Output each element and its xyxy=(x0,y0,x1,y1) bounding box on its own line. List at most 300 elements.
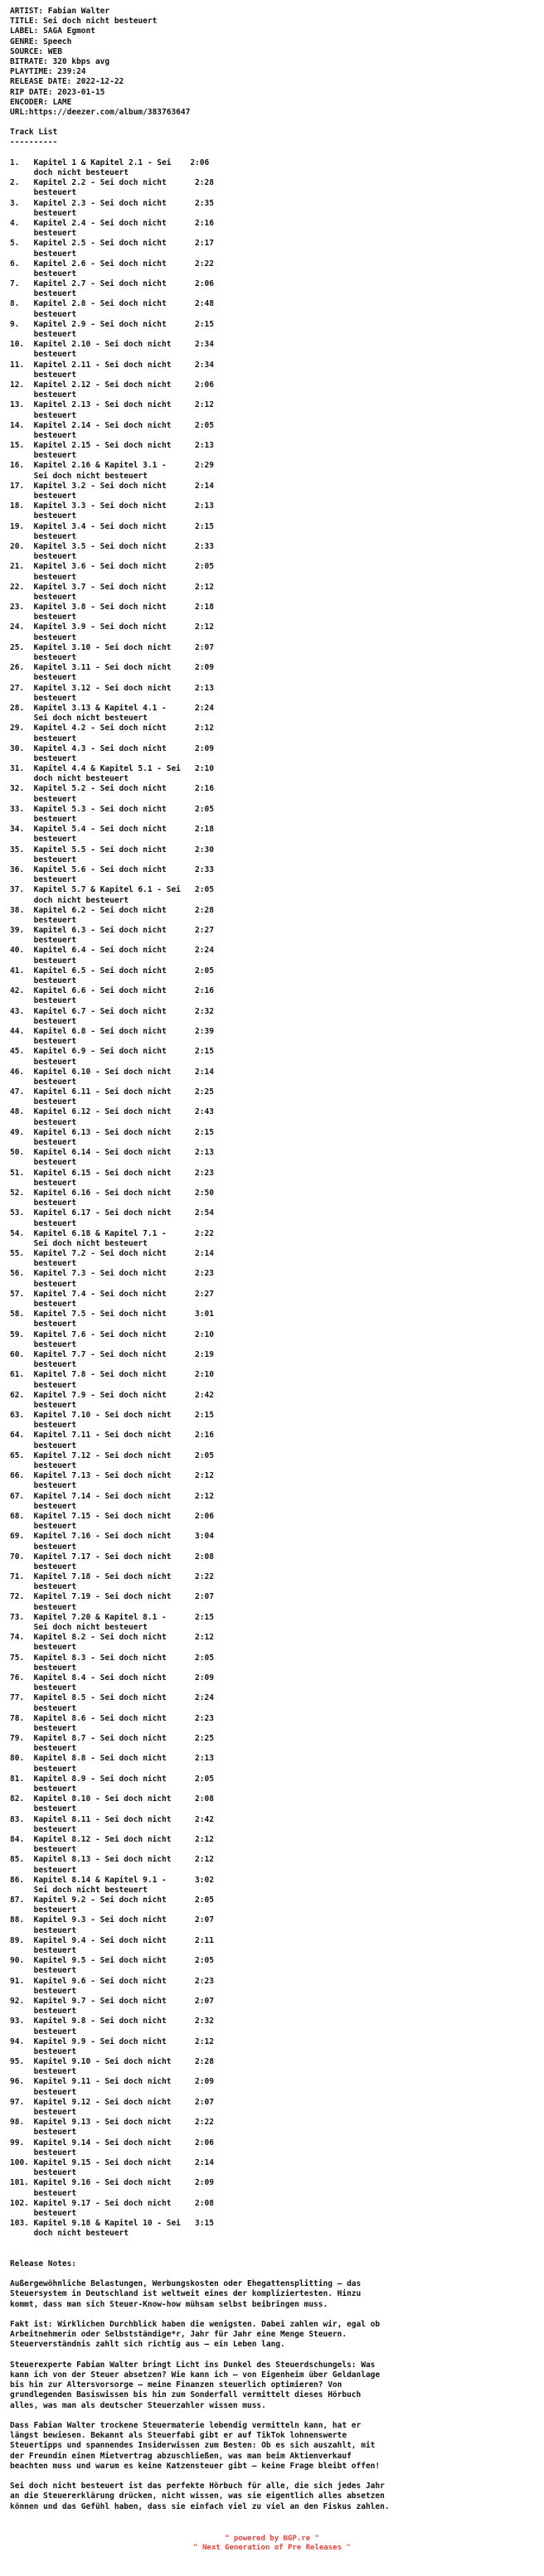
track-title-continuation: besteuert xyxy=(10,1198,77,1208)
track-title-line: 45. Kapitel 6.9 - Sei doch nicht 2:15 xyxy=(10,1047,214,1057)
track-title-continuation: besteuert xyxy=(10,2087,77,2097)
label-line: LABEL: SAGA Egmont xyxy=(10,27,95,36)
spacer xyxy=(10,2249,534,2259)
track-title-line: 83. Kapitel 8.11 - Sei doch nicht 2:42 xyxy=(10,1814,214,1824)
track-title-line: 51. Kapitel 6.15 - Sei doch nicht 2:23 xyxy=(10,1168,214,1178)
track-title-line: 58. Kapitel 7.5 - Sei doch nicht 3:01 xyxy=(10,1310,214,1319)
track-title-continuation: besteuert xyxy=(10,693,77,703)
track-title-continuation: besteuert xyxy=(10,753,77,763)
track-row xyxy=(10,1068,534,1087)
footer-tagline: " Next Generation of Pre Releases " xyxy=(193,2544,351,2552)
track-title-line: 44. Kapitel 6.8 - Sei doch nicht 2:39 xyxy=(10,1026,214,1036)
track-title-line: 9. Kapitel 2.9 - Sei doch nicht 2:15 xyxy=(10,319,214,329)
track-title-continuation: besteuert xyxy=(10,653,77,662)
track-title-line: 63. Kapitel 7.10 - Sei doch nicht 2:15 xyxy=(10,1411,214,1421)
track-title-line: 99. Kapitel 9.14 - Sei doch nicht 2:06 xyxy=(10,2138,214,2147)
track-title-line: 28. Kapitel 3.13 & Kapitel 4.1 - 2:24 xyxy=(10,703,214,713)
track-row xyxy=(10,906,534,926)
track-title-line: 102. Kapitel 9.17 - Sei doch nicht 2:08 xyxy=(10,2198,214,2208)
track-title-continuation: doch nicht besteuert xyxy=(10,774,129,784)
track-title-line: 6. Kapitel 2.6 - Sei doch nicht 2:22 xyxy=(10,259,214,269)
track-title-line: 13. Kapitel 2.13 - Sei doch nicht 2:12 xyxy=(10,400,214,410)
track-title-continuation: besteuert xyxy=(10,1380,77,1390)
track-title-line: 22. Kapitel 3.7 - Sei doch nicht 2:12 xyxy=(10,582,214,592)
track-row xyxy=(10,1512,534,1532)
track-title-line: 64. Kapitel 7.11 - Sei doch nicht 2:16 xyxy=(10,1431,214,1441)
track-title-line: 98. Kapitel 9.13 - Sei doch nicht 2:22 xyxy=(10,2118,214,2128)
track-title-continuation: besteuert xyxy=(10,2007,77,2017)
track-row xyxy=(10,1310,534,1329)
spacer xyxy=(10,148,534,158)
track-title-line: 92. Kapitel 9.7 - Sei doch nicht 2:07 xyxy=(10,1996,214,2006)
track-row xyxy=(10,865,534,885)
track-title-line: 5. Kapitel 2.5 - Sei doch nicht 2:17 xyxy=(10,239,214,249)
track-title-line: 103. Kapitel 9.18 & Kapitel 10 - Sei 3:15 xyxy=(10,2219,214,2229)
track-row xyxy=(10,1107,534,1127)
track-row xyxy=(10,1169,534,1189)
track-title-continuation: besteuert xyxy=(10,1703,77,1713)
track-row xyxy=(10,2037,534,2057)
track-row xyxy=(10,1693,534,1713)
track-title-continuation: besteuert xyxy=(10,1319,77,1329)
title-line: TITLE: Sei doch nicht besteuert xyxy=(10,17,158,27)
track-row xyxy=(10,2017,534,2036)
track-row xyxy=(10,259,534,279)
track-title-continuation: besteuert xyxy=(10,2128,77,2138)
track-title-continuation: besteuert xyxy=(10,1360,77,1370)
track-title-line: 80. Kapitel 8.8 - Sei doch nicht 2:13 xyxy=(10,1754,214,1764)
track-row xyxy=(10,1815,534,1835)
track-title-continuation: besteuert xyxy=(10,269,77,278)
track-title-continuation: besteuert xyxy=(10,1178,77,1188)
track-title-continuation: besteuert xyxy=(10,996,77,1006)
track-title-continuation: besteuert xyxy=(10,1441,77,1450)
track-title-continuation: besteuert xyxy=(10,249,77,259)
track-title-line: 24. Kapitel 3.9 - Sei doch nicht 2:12 xyxy=(10,622,214,632)
track-title-line: 35. Kapitel 5.5 - Sei doch nicht 2:30 xyxy=(10,845,214,855)
track-row xyxy=(10,1633,534,1653)
track-row xyxy=(10,1350,534,1370)
track-title-line: 88. Kapitel 9.3 - Sei doch nicht 2:07 xyxy=(10,1915,214,1925)
track-row xyxy=(10,1552,534,1572)
track-title-line: 3. Kapitel 2.3 - Sei doch nicht 2:35 xyxy=(10,198,214,208)
track-title-line: 30. Kapitel 4.3 - Sei doch nicht 2:09 xyxy=(10,743,214,753)
track-title-line: 79. Kapitel 8.7 - Sei doch nicht 2:25 xyxy=(10,1734,214,1744)
track-row xyxy=(10,744,534,764)
track-row xyxy=(10,986,534,1006)
track-row xyxy=(10,1431,534,1450)
track-title-line: 84. Kapitel 8.12 - Sei doch nicht 2:12 xyxy=(10,1834,214,1844)
track-title-continuation: besteuert xyxy=(10,370,77,380)
track-title-line: 7. Kapitel 2.7 - Sei doch nicht 2:06 xyxy=(10,279,214,289)
footer xyxy=(0,2535,544,2553)
track-row xyxy=(10,482,534,501)
track-title-line: 71. Kapitel 7.18 - Sei doch nicht 2:22 xyxy=(10,1572,214,1582)
track-row xyxy=(10,1775,534,1794)
track-row xyxy=(10,2077,534,2097)
track-title-continuation: besteuert xyxy=(10,2168,77,2178)
track-row xyxy=(10,1229,534,1249)
track-title-continuation: Sei doch nicht besteuert xyxy=(10,714,148,724)
track-title-continuation: besteuert xyxy=(10,1016,77,1026)
track-title-continuation: besteuert xyxy=(10,188,77,198)
track-row xyxy=(10,1471,534,1491)
track-title-continuation: besteuert xyxy=(10,491,77,501)
track-title-line: 78. Kapitel 8.6 - Sei doch nicht 2:23 xyxy=(10,1713,214,1723)
track-title-line: 2. Kapitel 2.2 - Sei doch nicht 2:28 xyxy=(10,178,214,188)
track-title-continuation: besteuert xyxy=(10,1602,77,1612)
track-row xyxy=(10,1754,534,1774)
encoder-line: ENCODER: LAME xyxy=(10,97,72,107)
track-title-line: 75. Kapitel 8.3 - Sei doch nicht 2:05 xyxy=(10,1653,214,1663)
track-title-line: 15. Kapitel 2.15 - Sei doch nicht 2:13 xyxy=(10,441,214,451)
track-row xyxy=(10,724,534,743)
bitrate-line: BITRATE: 320 kbps avg xyxy=(10,56,110,66)
track-title-continuation: besteuert xyxy=(10,2147,77,2157)
track-title-continuation: besteuert xyxy=(10,1117,77,1127)
track-row xyxy=(10,199,534,219)
track-row xyxy=(10,178,534,198)
source-line: SOURCE: WEB xyxy=(10,46,62,56)
track-row xyxy=(10,1734,534,1754)
track-title-line: 4. Kapitel 2.4 - Sei doch nicht 2:16 xyxy=(10,218,214,228)
track-title-line: 19. Kapitel 3.4 - Sei doch nicht 2:15 xyxy=(10,521,214,531)
track-title-continuation: besteuert xyxy=(10,2108,77,2117)
track-title-line: 46. Kapitel 6.10 - Sei doch nicht 2:14 xyxy=(10,1067,214,1077)
track-title-line: 65. Kapitel 7.12 - Sei doch nicht 2:05 xyxy=(10,1450,214,1460)
track-row xyxy=(10,542,534,562)
track-title-line: 95. Kapitel 9.10 - Sei doch nicht 2:28 xyxy=(10,2057,214,2067)
release-date-line: RELEASE DATE: 2022-12-22 xyxy=(10,77,124,87)
track-row xyxy=(10,320,534,340)
track-row xyxy=(10,1654,534,1673)
track-row xyxy=(10,1451,534,1471)
header-block xyxy=(10,7,534,118)
track-row xyxy=(10,522,534,542)
track-row xyxy=(10,2158,534,2178)
track-title-line: 14. Kapitel 2.14 - Sei doch nicht 2:05 xyxy=(10,420,214,430)
track-title-continuation: besteuert xyxy=(10,794,77,804)
track-row xyxy=(10,1391,534,1411)
track-title-continuation: besteuert xyxy=(10,1784,77,1794)
track-row xyxy=(10,421,534,441)
track-row xyxy=(10,2178,534,2198)
track-title-continuation: besteuert xyxy=(10,430,77,440)
track-title-line: 101. Kapitel 9.16 - Sei doch nicht 2:09 xyxy=(10,2178,214,2188)
track-title-line: 8. Kapitel 2.8 - Sei doch nicht 2:48 xyxy=(10,299,214,309)
track-row xyxy=(10,1269,534,1289)
track-row xyxy=(10,501,534,521)
track-row xyxy=(10,603,534,622)
track-title-continuation: besteuert xyxy=(10,229,77,239)
track-title-continuation: besteuert xyxy=(10,1562,77,1571)
track-row xyxy=(10,1027,534,1047)
track-title-line: 86. Kapitel 8.14 & Kapitel 9.1 - 3:02 xyxy=(10,1875,214,1885)
spacer xyxy=(10,2239,534,2249)
track-row xyxy=(10,1492,534,1512)
track-title-continuation: besteuert xyxy=(10,956,77,966)
track-title-continuation: Sei doch nicht besteuert xyxy=(10,1238,148,1248)
track-title-continuation: besteuert xyxy=(10,552,77,562)
track-row xyxy=(10,946,534,966)
track-title-line: 77. Kapitel 8.5 - Sei doch nicht 2:24 xyxy=(10,1693,214,1703)
track-row xyxy=(10,1370,534,1390)
spacer xyxy=(10,2269,534,2279)
track-title-continuation: besteuert xyxy=(10,1542,77,1552)
tracklist-heading: Track List xyxy=(10,128,58,138)
track-title-continuation: besteuert xyxy=(10,1764,77,1774)
track-row xyxy=(10,1087,534,1107)
track-row xyxy=(10,1613,534,1633)
track-title-line: 16. Kapitel 2.16 & Kapitel 3.1 - 2:29 xyxy=(10,461,214,471)
track-row xyxy=(10,1189,534,1208)
track-title-continuation: besteuert xyxy=(10,2046,77,2056)
spacer xyxy=(10,118,534,128)
track-title-line: 61. Kapitel 7.8 - Sei doch nicht 2:10 xyxy=(10,1370,214,1380)
track-title-continuation: doch nicht besteuert xyxy=(10,168,129,177)
track-title-line: 56. Kapitel 7.3 - Sei doch nicht 2:23 xyxy=(10,1269,214,1279)
track-title-line: 72. Kapitel 7.19 - Sei doch nicht 2:07 xyxy=(10,1592,214,1602)
track-title-line: 29. Kapitel 4.2 - Sei doch nicht 2:12 xyxy=(10,724,214,734)
track-title-line: 11. Kapitel 2.11 - Sei doch nicht 2:34 xyxy=(10,360,214,370)
track-title-continuation: besteuert xyxy=(10,1461,77,1470)
track-title-line: 18. Kapitel 3.3 - Sei doch nicht 2:13 xyxy=(10,501,214,511)
track-title-line: 31. Kapitel 4.4 & Kapitel 5.1 - Sei 2:10 xyxy=(10,764,214,774)
track-title-line: 81. Kapitel 8.9 - Sei doch nicht 2:05 xyxy=(10,1774,214,1784)
track-title-line: 10. Kapitel 2.10 - Sei doch nicht 2:34 xyxy=(10,340,214,350)
playtime-line: PLAYTIME: 239:24 xyxy=(10,67,86,77)
track-title-continuation: besteuert xyxy=(10,2067,77,2077)
track-row xyxy=(10,966,534,986)
track-title-continuation: besteuert xyxy=(10,309,77,319)
track-title-line: 54. Kapitel 6.18 & Kapitel 7.1 - 2:22 xyxy=(10,1228,214,1238)
track-row xyxy=(10,1249,534,1269)
track-row xyxy=(10,825,534,845)
track-title-continuation: besteuert xyxy=(10,936,77,946)
track-title-line: 55. Kapitel 7.2 - Sei doch nicht 2:14 xyxy=(10,1249,214,1259)
track-row xyxy=(10,361,534,380)
track-row xyxy=(10,1876,534,1896)
track-row xyxy=(10,583,534,603)
track-title-line: 26. Kapitel 3.11 - Sei doch nicht 2:09 xyxy=(10,663,214,673)
track-title-continuation: besteuert xyxy=(10,1946,77,1955)
artist-line: ARTIST: Fabian Walter xyxy=(10,7,110,16)
track-title-line: 85. Kapitel 8.13 - Sei doch nicht 2:12 xyxy=(10,1855,214,1865)
track-title-continuation: besteuert xyxy=(10,1218,77,1228)
track-title-line: 25. Kapitel 3.10 - Sei doch nicht 2:07 xyxy=(10,642,214,652)
track-row xyxy=(10,1290,534,1310)
track-row xyxy=(10,1855,534,1875)
track-title-line: 1. Kapitel 1 & Kapitel 2.1 - Sei 2:06 xyxy=(10,157,210,167)
track-title-continuation: doch nicht besteuert xyxy=(10,895,129,905)
track-title-line: 97. Kapitel 9.12 - Sei doch nicht 2:07 xyxy=(10,2097,214,2107)
track-title-continuation: besteuert xyxy=(10,1421,77,1431)
track-row xyxy=(10,2219,534,2239)
release-notes-heading: Release Notes: xyxy=(10,2259,77,2269)
track-title-continuation: besteuert xyxy=(10,1925,77,1935)
track-title-continuation: besteuert xyxy=(10,1481,77,1491)
track-row xyxy=(10,340,534,360)
track-row xyxy=(10,1977,534,1997)
track-row xyxy=(10,299,534,319)
track-row xyxy=(10,2138,534,2158)
track-title-continuation: besteuert xyxy=(10,835,77,845)
track-title-line: 50. Kapitel 6.14 - Sei doch nicht 2:13 xyxy=(10,1148,214,1158)
track-title-continuation: besteuert xyxy=(10,451,77,461)
rip-date-line: RIP DATE: 2023-01-15 xyxy=(10,87,105,97)
track-title-line: 100. Kapitel 9.15 - Sei doch nicht 2:14 xyxy=(10,2157,214,2167)
track-title-continuation: besteuert xyxy=(10,592,77,602)
track-row xyxy=(10,1007,534,1027)
track-title-line: 68. Kapitel 7.15 - Sei doch nicht 2:06 xyxy=(10,1511,214,1521)
track-row xyxy=(10,1330,534,1350)
track-title-continuation: besteuert xyxy=(10,1643,77,1653)
track-row xyxy=(10,1896,534,1915)
track-title-continuation: besteuert xyxy=(10,2188,77,2198)
track-title-line: 48. Kapitel 6.12 - Sei doch nicht 2:43 xyxy=(10,1107,214,1117)
track-title-line: 89. Kapitel 9.4 - Sei doch nicht 2:11 xyxy=(10,1935,214,1945)
track-title-line: 36. Kapitel 5.6 - Sei doch nicht 2:33 xyxy=(10,864,214,874)
track-title-continuation: besteuert xyxy=(10,855,77,864)
track-row xyxy=(10,2118,534,2138)
track-row xyxy=(10,1047,534,1067)
track-title-line: 33. Kapitel 5.3 - Sei doch nicht 2:05 xyxy=(10,804,214,814)
track-title-continuation: besteuert xyxy=(10,1582,77,1592)
track-row xyxy=(10,1532,534,1552)
track-title-continuation: besteuert xyxy=(10,734,77,743)
track-title-continuation: besteuert xyxy=(10,1986,77,1996)
track-row xyxy=(10,1997,534,2017)
track-title-continuation: besteuert xyxy=(10,1522,77,1532)
track-title-line: 82. Kapitel 8.10 - Sei doch nicht 2:08 xyxy=(10,1794,214,1804)
track-row xyxy=(10,684,534,704)
track-title-continuation: besteuert xyxy=(10,531,77,541)
track-row xyxy=(10,400,534,420)
release-notes-paragraph: Sei doch nicht besteuert ist das perfekte Hörbuch für alle, die sich jedes Jahr an die Steuererklärung drücken, nicht wissen, was sie eigentlich alles absetzen können und das Gefühl haben, dass sie einfach viel zu viel an den Fiskus zahlen. xyxy=(10,2482,390,2511)
track-title-continuation: besteuert xyxy=(10,1259,77,1269)
track-title-line: 41. Kapitel 6.5 - Sei doch nicht 2:05 xyxy=(10,966,214,976)
track-title-continuation: besteuert xyxy=(10,410,77,420)
track-title-line: 69. Kapitel 7.16 - Sei doch nicht 3:04 xyxy=(10,1532,214,1542)
track-title-line: 66. Kapitel 7.13 - Sei doch nicht 2:12 xyxy=(10,1471,214,1481)
track-title-line: 74. Kapitel 8.2 - Sei doch nicht 2:12 xyxy=(10,1633,214,1643)
track-title-line: 32. Kapitel 5.2 - Sei doch nicht 2:16 xyxy=(10,784,214,794)
track-title-line: 91. Kapitel 9.6 - Sei doch nicht 2:23 xyxy=(10,1976,214,1986)
track-title-line: 93. Kapitel 9.8 - Sei doch nicht 2:32 xyxy=(10,2017,214,2026)
track-row xyxy=(10,1835,534,1855)
track-row xyxy=(10,2057,534,2077)
track-title-line: 17. Kapitel 3.2 - Sei doch nicht 2:14 xyxy=(10,481,214,491)
track-title-continuation: besteuert xyxy=(10,1037,77,1047)
url-line: URL:https://deezer.com/album/383763647 xyxy=(10,107,191,117)
track-title-continuation: besteuert xyxy=(10,1400,77,1410)
track-row xyxy=(10,562,534,582)
track-row xyxy=(10,1915,534,1935)
release-notes-paragraph: Dass Fabian Walter trockene Steuermaterie lebendig vermitteln kann, hat er längst bewiesen. Bekannt als Steuerfabi gibt er auf TikTok lohnenswerte Steuertipps und spannendes Insiderwissen zum Besten: Ob es sich auszahlt, mit der Freundin einen Mietvertrag abzuschließen, was man beim Aktienverkauf beachten muss und warum es keine Katzensteuer gibt – keine Frage bleibt offen! xyxy=(10,2420,381,2471)
track-row xyxy=(10,1411,534,1431)
track-title-continuation: besteuert xyxy=(10,976,77,985)
track-row xyxy=(10,2098,534,2118)
track-row xyxy=(10,1148,534,1168)
track-title-line: 76. Kapitel 8.4 - Sei doch nicht 2:09 xyxy=(10,1673,214,1683)
release-notes-paragraph: Steuerexperte Fabian Walter bringt Licht ins Dunkel des Steuerdschungels: Was kann ich von der Steuer absetzen? Wie kann ich – von Eigenheim über Geldanlage bis hin zur Altersvorsorge – meine Finanzen steuerlich optimieren? Von grundlegenden Basiswissen bis hin zum Sonderfall vermittelt dieses Hörbuch alles, was man als deutscher Steuerzahler wissen muss. xyxy=(10,2360,381,2410)
track-title-line: 12. Kapitel 2.12 - Sei doch nicht 2:06 xyxy=(10,380,214,390)
track-row xyxy=(10,2199,534,2219)
track-title-continuation: Sei doch nicht besteuert xyxy=(10,471,148,481)
release-notes-body xyxy=(10,2279,534,2512)
track-row xyxy=(10,380,534,400)
track-title-line: 59. Kapitel 7.6 - Sei doch nicht 2:10 xyxy=(10,1329,214,1339)
track-row xyxy=(10,441,534,461)
track-title-continuation: besteuert xyxy=(10,1097,77,1107)
track-title-continuation: besteuert xyxy=(10,1683,77,1693)
track-title-continuation: besteuert xyxy=(10,572,77,582)
track-row xyxy=(10,663,534,683)
track-title-line: 73. Kapitel 7.20 & Kapitel 8.1 - 2:15 xyxy=(10,1612,214,1622)
track-title-line: 43. Kapitel 6.7 - Sei doch nicht 2:32 xyxy=(10,1006,214,1016)
track-title-line: 57. Kapitel 7.4 - Sei doch nicht 2:27 xyxy=(10,1289,214,1299)
track-row xyxy=(10,1673,534,1693)
track-row xyxy=(10,219,534,239)
track-row xyxy=(10,643,534,663)
track-row xyxy=(10,1794,534,1814)
track-title-continuation: besteuert xyxy=(10,1663,77,1673)
track-title-continuation: besteuert xyxy=(10,289,77,299)
track-row xyxy=(10,279,534,299)
track-title-continuation: besteuert xyxy=(10,1824,77,1834)
track-row xyxy=(10,1208,534,1228)
track-title-continuation: besteuert xyxy=(10,1804,77,1814)
track-title-continuation: besteuert xyxy=(10,815,77,824)
track-title-continuation: besteuert xyxy=(10,1057,77,1067)
track-row xyxy=(10,805,534,825)
track-title-continuation: besteuert xyxy=(10,1845,77,1855)
track-title-continuation: besteuert xyxy=(10,1300,77,1309)
track-title-continuation: besteuert xyxy=(10,390,77,400)
track-title-continuation: besteuert xyxy=(10,1339,77,1349)
track-title-line: 20. Kapitel 3.5 - Sei doch nicht 2:33 xyxy=(10,541,214,551)
track-row xyxy=(10,885,534,905)
track-title-continuation: doch nicht besteuert xyxy=(10,2229,129,2239)
track-title-continuation: besteuert xyxy=(10,632,77,642)
track-title-line: 42. Kapitel 6.6 - Sei doch nicht 2:16 xyxy=(10,986,214,996)
track-title-line: 49. Kapitel 6.13 - Sei doch nicht 2:15 xyxy=(10,1127,214,1137)
track-title-line: 34. Kapitel 5.4 - Sei doch nicht 2:18 xyxy=(10,825,214,835)
track-title-continuation: besteuert xyxy=(10,208,77,218)
track-title-line: 70. Kapitel 7.17 - Sei doch nicht 2:08 xyxy=(10,1552,214,1562)
track-title-continuation: besteuert xyxy=(10,1905,77,1915)
track-row xyxy=(10,158,534,178)
footer-powered-by: " powered by NGP.re " xyxy=(225,2535,319,2543)
track-row xyxy=(10,1714,534,1734)
track-title-continuation: Sei doch nicht besteuert xyxy=(10,1623,148,1632)
track-row xyxy=(10,1936,534,1956)
track-title-continuation: besteuert xyxy=(10,350,77,360)
track-title-continuation: besteuert xyxy=(10,613,77,622)
track-title-continuation: besteuert xyxy=(10,2208,77,2218)
track-title-continuation: besteuert xyxy=(10,1865,77,1875)
track-title-line: 90. Kapitel 9.5 - Sei doch nicht 2:05 xyxy=(10,1956,214,1966)
track-row xyxy=(10,1128,534,1148)
release-notes-paragraph: Fakt ist: Wirklichen Durchblick haben die wenigsten. Dabei zahlen wir, egal ob Arbeitnehmerin oder Selbstständige*r, Jahr für Jahr eine Menge Steuern. Steuerverständnis zahlt sich richtig aus – ein Leben lang. xyxy=(10,2319,381,2350)
track-title-line: 52. Kapitel 6.16 - Sei doch nicht 2:50 xyxy=(10,1188,214,1198)
track-title-line: 21. Kapitel 3.6 - Sei doch nicht 2:05 xyxy=(10,562,214,572)
track-title-line: 37. Kapitel 5.7 & Kapitel 6.1 - Sei 2:05 xyxy=(10,885,214,895)
track-title-line: 87. Kapitel 9.2 - Sei doch nicht 2:05 xyxy=(10,1896,214,1905)
tracklist-underline: ---------- xyxy=(10,138,58,148)
track-title-continuation: besteuert xyxy=(10,511,77,521)
track-title-continuation: besteuert xyxy=(10,1744,77,1754)
